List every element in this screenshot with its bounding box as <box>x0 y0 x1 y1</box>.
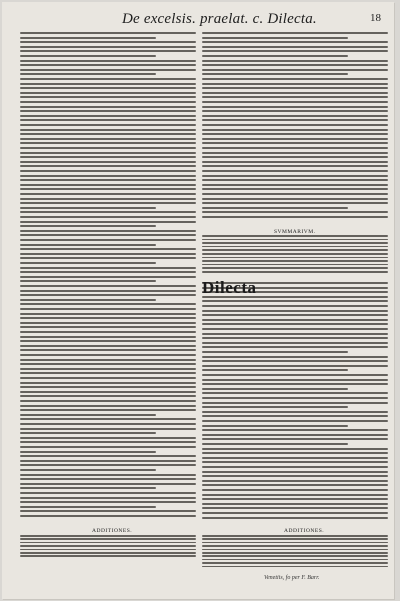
text-line <box>202 457 388 459</box>
text-line <box>202 429 388 431</box>
text-line <box>20 460 196 462</box>
text-line <box>20 303 196 305</box>
text-line <box>20 37 156 39</box>
text-line <box>202 92 388 94</box>
text-line <box>202 129 388 131</box>
text-line <box>202 466 388 468</box>
text-line <box>202 342 388 344</box>
text-line <box>20 441 196 443</box>
text-line <box>202 165 388 167</box>
text-line <box>202 379 388 381</box>
text-line <box>202 402 388 404</box>
text-line <box>202 452 388 454</box>
text-line <box>202 383 388 385</box>
text-line <box>20 225 156 227</box>
text-line <box>20 216 196 218</box>
text-line <box>20 299 156 301</box>
text-line <box>20 474 196 476</box>
text-line <box>202 305 388 307</box>
text-line <box>20 239 196 241</box>
text-line <box>202 32 388 34</box>
text-line <box>202 480 388 482</box>
text-line <box>20 428 196 430</box>
text-line <box>202 161 388 163</box>
text-line <box>202 323 388 325</box>
text-line <box>202 170 388 172</box>
text-line <box>202 147 388 149</box>
text-line <box>202 264 388 266</box>
text-line <box>202 333 388 335</box>
text-line <box>202 271 388 273</box>
text-line <box>20 506 156 508</box>
text-line <box>202 552 388 554</box>
text-line <box>202 101 388 103</box>
text-line <box>202 559 388 561</box>
text-line <box>20 382 196 384</box>
text-line <box>20 432 156 434</box>
text-line <box>202 425 348 427</box>
text-line <box>202 517 388 519</box>
text-line <box>20 469 156 471</box>
text-line <box>20 253 196 255</box>
text-line <box>202 175 388 177</box>
text-line <box>202 142 388 144</box>
text-line <box>20 317 196 319</box>
text-line <box>202 87 388 89</box>
text-line <box>20 202 196 204</box>
text-line <box>202 115 388 117</box>
text-line <box>20 377 196 379</box>
text-line <box>20 510 196 512</box>
text-line <box>20 478 196 480</box>
text-line <box>202 46 388 48</box>
text-line <box>202 78 388 80</box>
text-line <box>20 175 196 177</box>
text-line <box>202 41 388 43</box>
text-line <box>202 538 388 540</box>
text-line <box>20 552 196 554</box>
text-line <box>202 69 388 71</box>
text-line <box>20 501 196 503</box>
text-line <box>20 248 196 250</box>
text-line <box>20 285 196 287</box>
text-line <box>20 161 196 163</box>
text-line <box>20 221 196 223</box>
text-line <box>202 55 348 57</box>
text-line <box>202 406 348 408</box>
text-line <box>20 423 196 425</box>
text-line <box>20 483 196 485</box>
text-line <box>202 267 388 269</box>
text-line <box>20 345 196 347</box>
text-line <box>20 271 196 273</box>
text-line <box>202 211 388 213</box>
text-line <box>202 448 388 450</box>
text-line <box>20 409 196 411</box>
text-line <box>20 405 196 407</box>
text-line <box>202 507 388 509</box>
text-line <box>202 542 388 544</box>
text-line <box>20 198 196 200</box>
text-line <box>202 156 388 158</box>
text-line <box>202 337 388 339</box>
dilecta-heading: Dilecta <box>202 278 257 297</box>
text-line <box>20 211 196 213</box>
text-line <box>20 73 156 75</box>
text-line <box>202 566 388 568</box>
text-line <box>202 188 388 190</box>
text-line <box>202 461 388 463</box>
text-line <box>202 535 388 537</box>
text-line <box>202 443 348 445</box>
text-line <box>20 294 196 296</box>
text-line <box>20 446 196 448</box>
text-line <box>20 46 196 48</box>
text-line <box>20 60 196 62</box>
text-line <box>20 106 196 108</box>
text-line <box>202 369 348 371</box>
text-line <box>202 346 388 348</box>
text-line <box>20 542 196 544</box>
text-line <box>20 368 196 370</box>
text-line <box>20 363 196 365</box>
additiones-right-heading: ADDITIONES. <box>284 528 325 534</box>
text-line <box>20 492 196 494</box>
text-line <box>202 249 388 251</box>
text-line <box>20 262 156 264</box>
text-line <box>202 365 388 367</box>
text-line <box>20 147 196 149</box>
text-line <box>202 388 348 390</box>
running-head-title: De excelsis. praelat. c. Dilecta. <box>122 11 317 27</box>
text-line <box>202 397 388 399</box>
text-line <box>202 133 388 135</box>
text-line <box>202 96 388 98</box>
text-line <box>20 124 196 126</box>
text-line <box>202 310 388 312</box>
text-line <box>202 73 348 75</box>
text-line <box>202 184 388 186</box>
text-line <box>202 179 388 181</box>
text-line <box>202 434 388 436</box>
text-line <box>202 300 388 302</box>
text-line <box>202 246 388 248</box>
text-line <box>20 92 196 94</box>
text-line <box>20 257 196 259</box>
text-line <box>202 152 388 154</box>
text-line <box>20 326 196 328</box>
text-line <box>20 451 156 453</box>
text-line <box>20 129 196 131</box>
text-line <box>202 198 388 200</box>
text-line <box>20 359 196 361</box>
text-line <box>202 110 388 112</box>
text-line <box>20 276 196 278</box>
text-line <box>20 234 196 236</box>
text-line <box>20 418 196 420</box>
text-line <box>20 538 196 540</box>
text-line <box>20 87 196 89</box>
text-line <box>20 64 196 66</box>
text-line <box>20 101 196 103</box>
text-line <box>202 360 388 362</box>
text-line <box>20 179 196 181</box>
text-line <box>20 372 196 374</box>
text-line <box>20 96 196 98</box>
text-line <box>202 260 388 262</box>
text-line <box>20 455 196 457</box>
text-line <box>202 489 388 491</box>
text-line <box>202 484 388 486</box>
text-line <box>20 395 196 397</box>
text-line <box>20 340 196 342</box>
text-line <box>20 515 196 517</box>
text-line <box>202 235 388 237</box>
text-line <box>202 253 388 255</box>
text-line <box>20 55 156 57</box>
text-line <box>20 464 196 466</box>
text-line <box>202 119 388 121</box>
text-line <box>20 267 196 269</box>
folio-number: 18 <box>370 12 381 24</box>
text-line <box>202 239 388 241</box>
text-line <box>20 142 196 144</box>
text-line <box>20 188 196 190</box>
text-line <box>202 257 388 259</box>
text-line <box>20 165 196 167</box>
text-line <box>20 152 196 154</box>
text-line <box>202 207 348 209</box>
text-line <box>20 313 196 315</box>
text-line <box>20 193 196 195</box>
additiones-left-heading: ADDITIONES. <box>92 528 133 534</box>
text-line <box>202 106 388 108</box>
text-line <box>20 549 196 551</box>
text-line <box>20 230 196 232</box>
text-line <box>202 314 388 316</box>
text-line <box>202 242 388 244</box>
text-line <box>202 411 388 413</box>
text-line <box>202 555 388 557</box>
text-line <box>20 207 156 209</box>
text-line <box>20 386 196 388</box>
text-line <box>202 562 388 564</box>
text-line <box>202 64 388 66</box>
text-line <box>20 349 196 351</box>
text-line <box>20 115 196 117</box>
text-line <box>20 50 196 52</box>
text-line <box>202 124 388 126</box>
text-line <box>20 110 196 112</box>
text-line <box>20 290 196 292</box>
text-line <box>20 487 156 489</box>
text-line <box>20 400 196 402</box>
text-line <box>20 497 196 499</box>
text-line <box>202 50 388 52</box>
text-line <box>20 83 196 85</box>
text-line <box>202 512 388 514</box>
text-line <box>202 438 388 440</box>
text-line <box>202 420 388 422</box>
running-head <box>2 8 394 32</box>
text-line <box>20 184 196 186</box>
text-line <box>20 138 196 140</box>
text-line <box>202 503 388 505</box>
text-line <box>202 83 388 85</box>
text-line <box>20 391 196 393</box>
text-line <box>202 37 348 39</box>
text-line <box>202 471 388 473</box>
text-line <box>202 494 388 496</box>
text-line <box>20 308 196 310</box>
text-line <box>202 193 388 195</box>
text-line <box>20 69 196 71</box>
text-line <box>202 319 388 321</box>
text-line <box>20 133 196 135</box>
text-line <box>20 535 196 537</box>
text-line <box>20 555 196 557</box>
text-line <box>202 545 388 547</box>
text-line <box>202 415 388 417</box>
text-line <box>202 138 388 140</box>
text-line <box>20 280 156 282</box>
text-line <box>202 374 388 376</box>
text-line <box>202 549 388 551</box>
text-line <box>20 78 196 80</box>
text-line <box>20 331 196 333</box>
document-page <box>2 2 394 599</box>
text-line <box>20 244 156 246</box>
text-line <box>202 216 388 218</box>
text-line <box>20 336 196 338</box>
text-line <box>202 202 388 204</box>
text-line <box>20 156 196 158</box>
text-line <box>20 414 156 416</box>
text-line <box>20 170 196 172</box>
text-line <box>20 32 196 34</box>
text-line <box>20 437 196 439</box>
text-line <box>20 545 196 547</box>
text-line <box>202 475 388 477</box>
text-line <box>202 356 388 358</box>
printer-signature: Venetiis, fo per F. Barr. <box>264 575 320 581</box>
text-line <box>20 41 196 43</box>
text-line <box>20 322 196 324</box>
text-line <box>202 392 388 394</box>
text-line <box>20 119 196 121</box>
summarium-heading: SVMMARIVM. <box>274 229 316 235</box>
text-line <box>202 351 348 353</box>
text-line <box>202 328 388 330</box>
text-line <box>202 498 388 500</box>
text-line <box>202 60 388 62</box>
text-line <box>20 354 196 356</box>
